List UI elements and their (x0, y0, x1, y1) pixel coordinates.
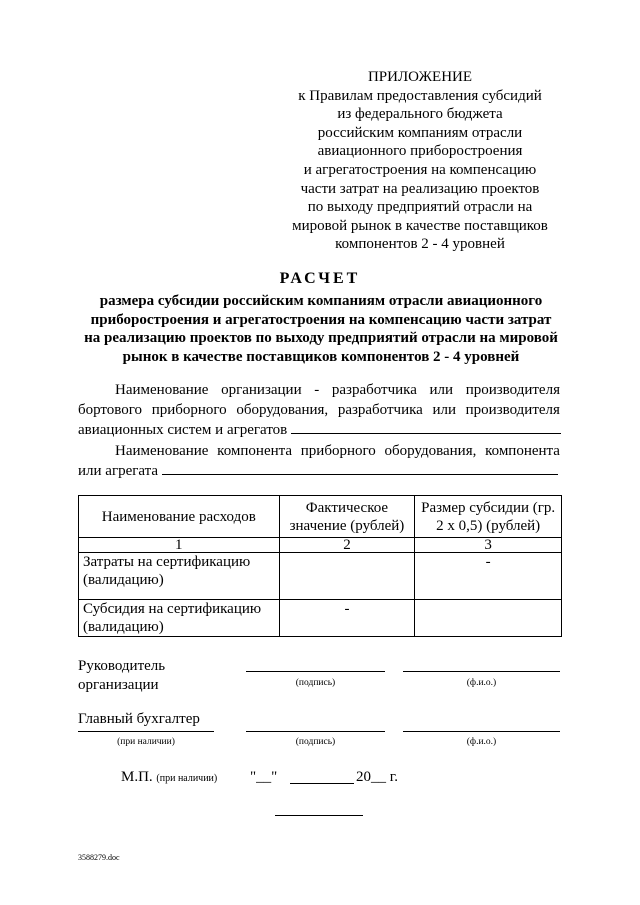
accountant-name-caption: (ф.и.о.) (466, 737, 497, 747)
appendix-line: из федерального бюджета (337, 106, 503, 123)
appendix-line: российским компаниям отрасли (317, 124, 523, 141)
column-number: 1 (79, 538, 280, 553)
head-signature-caption: (подпись) (295, 678, 336, 688)
accountant-signature-line[interactable] (246, 731, 385, 732)
accountant-note: (при наличии) (117, 737, 175, 747)
row-actual-value: - (279, 600, 415, 637)
head-name-caption: (ф.и.о.) (466, 678, 497, 688)
subtitle-line: приборостроения и агрегатостроения на компенсацию части затрат (90, 311, 552, 328)
appendix-line: к Правилам предоставления субсидий (298, 87, 542, 104)
appendix-line: авиационного приборостроения (317, 143, 523, 160)
subtitle-line: на реализацию проектов по выходу предприятий отрасли на мировой (84, 330, 558, 346)
appendix-line: мировой рынок в качестве поставщиков (292, 217, 548, 234)
separator-line (275, 815, 363, 816)
date-year[interactable]: 20__ г. (356, 769, 398, 785)
header-actual-value: Фактическое значение (рублей) (279, 496, 415, 538)
appendix-line: ПРИЛОЖЕНИЕ (367, 69, 473, 85)
organization-name-field[interactable] (291, 420, 561, 434)
row-subsidy-amount: - (415, 553, 562, 600)
accountant-label-underline (78, 731, 214, 732)
table-row (79, 600, 562, 637)
table-header-row (79, 496, 562, 538)
subtitle-line: размера субсидии российским компаниям отрасли авиационного (99, 293, 543, 309)
appendix-line: компонентов 2 - 4 уровней (335, 236, 505, 253)
appendix-line: части затрат на реализацию проектов (300, 180, 540, 197)
head-label: Руководитель организации (78, 658, 166, 693)
accountant-signature-caption: (подпись) (295, 737, 336, 747)
stamp-note: (при наличии) (156, 773, 218, 784)
row-actual-value[interactable] (279, 553, 415, 600)
header-subsidy-amount: Размер субсидии (гр. 2 х 0,5) (рублей) (415, 496, 562, 538)
accountant-label: Главный бухгалтер (78, 711, 200, 727)
header-expense-name: Наименование расходов (79, 496, 280, 538)
accountant-name-line[interactable] (403, 731, 560, 732)
table-column-numbers-row (79, 538, 562, 553)
row-expense-name: Субсидия на сертификацию (валидацию) (79, 600, 280, 637)
appendix-header (270, 68, 570, 254)
para2-line1: Наименование компонента приборного оборудования, компонента (115, 443, 560, 459)
document-title: РАСЧЕТ (279, 270, 361, 287)
costs-table (78, 495, 562, 637)
appendix-line: по выходу предприятий отрасли на (307, 199, 533, 216)
footer-file-name: 3588279.doc (78, 853, 120, 862)
column-number: 3 (415, 538, 562, 553)
component-name-field[interactable] (162, 461, 558, 475)
para2-line2: или агрегата (78, 461, 560, 481)
stamp-label (121, 768, 217, 788)
para1-line2: бортового приборного оборудования, разработчика или производителя (78, 402, 560, 418)
para1-line1: Наименование организации - разработчика или производителя (115, 382, 560, 398)
head-name-line[interactable] (403, 671, 560, 672)
component-name-paragraph (78, 441, 560, 481)
row-subsidy-amount[interactable] (415, 600, 562, 637)
stamp-mark: М.П. (121, 769, 153, 785)
organization-name-paragraph (78, 380, 560, 440)
table-row (79, 553, 562, 600)
document-subtitle (80, 292, 562, 366)
appendix-line: и агрегатостроения на компенсацию (303, 161, 537, 178)
head-signature-line[interactable] (246, 671, 385, 672)
date-day[interactable]: "__" (250, 769, 278, 785)
row-expense-name: Затраты на сертификацию (валидацию) (79, 553, 280, 600)
subtitle-line: рынок в качестве поставщиков компонентов 2 - 4 уровней (122, 348, 520, 365)
para1-line3: авиационных систем и агрегатов (78, 420, 560, 440)
date-month-line[interactable] (290, 783, 354, 784)
column-number: 2 (279, 538, 415, 553)
